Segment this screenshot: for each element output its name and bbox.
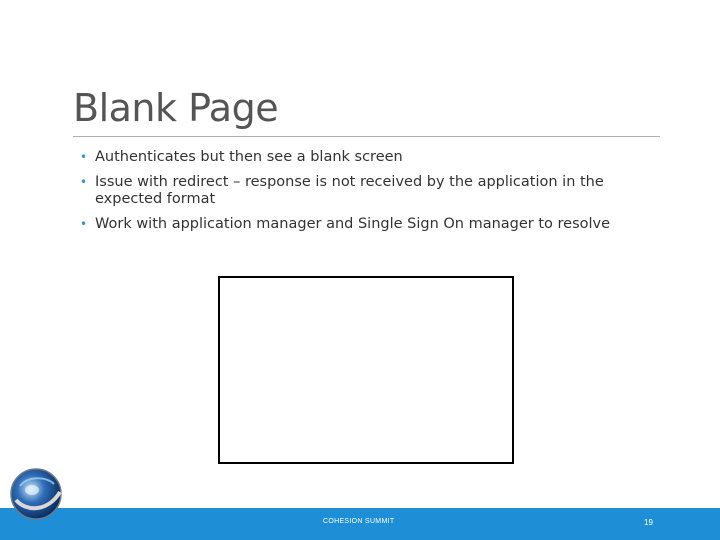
bullet-icon: • bbox=[80, 150, 88, 164]
bullet-item bbox=[80, 149, 640, 166]
bullet-item bbox=[80, 174, 640, 208]
page-number: 19 bbox=[644, 518, 653, 527]
bullet-icon: • bbox=[80, 217, 88, 231]
footer-label: COHESION SUMMIT bbox=[323, 518, 395, 525]
blank-screen-image bbox=[218, 276, 514, 464]
bullet-text: Work with application manager and Single Sign On manager to resolve bbox=[95, 216, 611, 232]
bullet-text: Authenticates but then see a blank screen bbox=[95, 149, 403, 165]
globe-swoosh-logo-icon bbox=[8, 466, 64, 522]
bullet-list bbox=[80, 149, 640, 241]
bullet-icon: • bbox=[80, 175, 88, 189]
title-divider bbox=[73, 136, 660, 137]
bullet-text: Issue with redirect – response is not received by the application in the expected format bbox=[95, 174, 604, 207]
slide-title: Blank Page bbox=[73, 86, 279, 130]
bullet-item bbox=[80, 216, 640, 233]
